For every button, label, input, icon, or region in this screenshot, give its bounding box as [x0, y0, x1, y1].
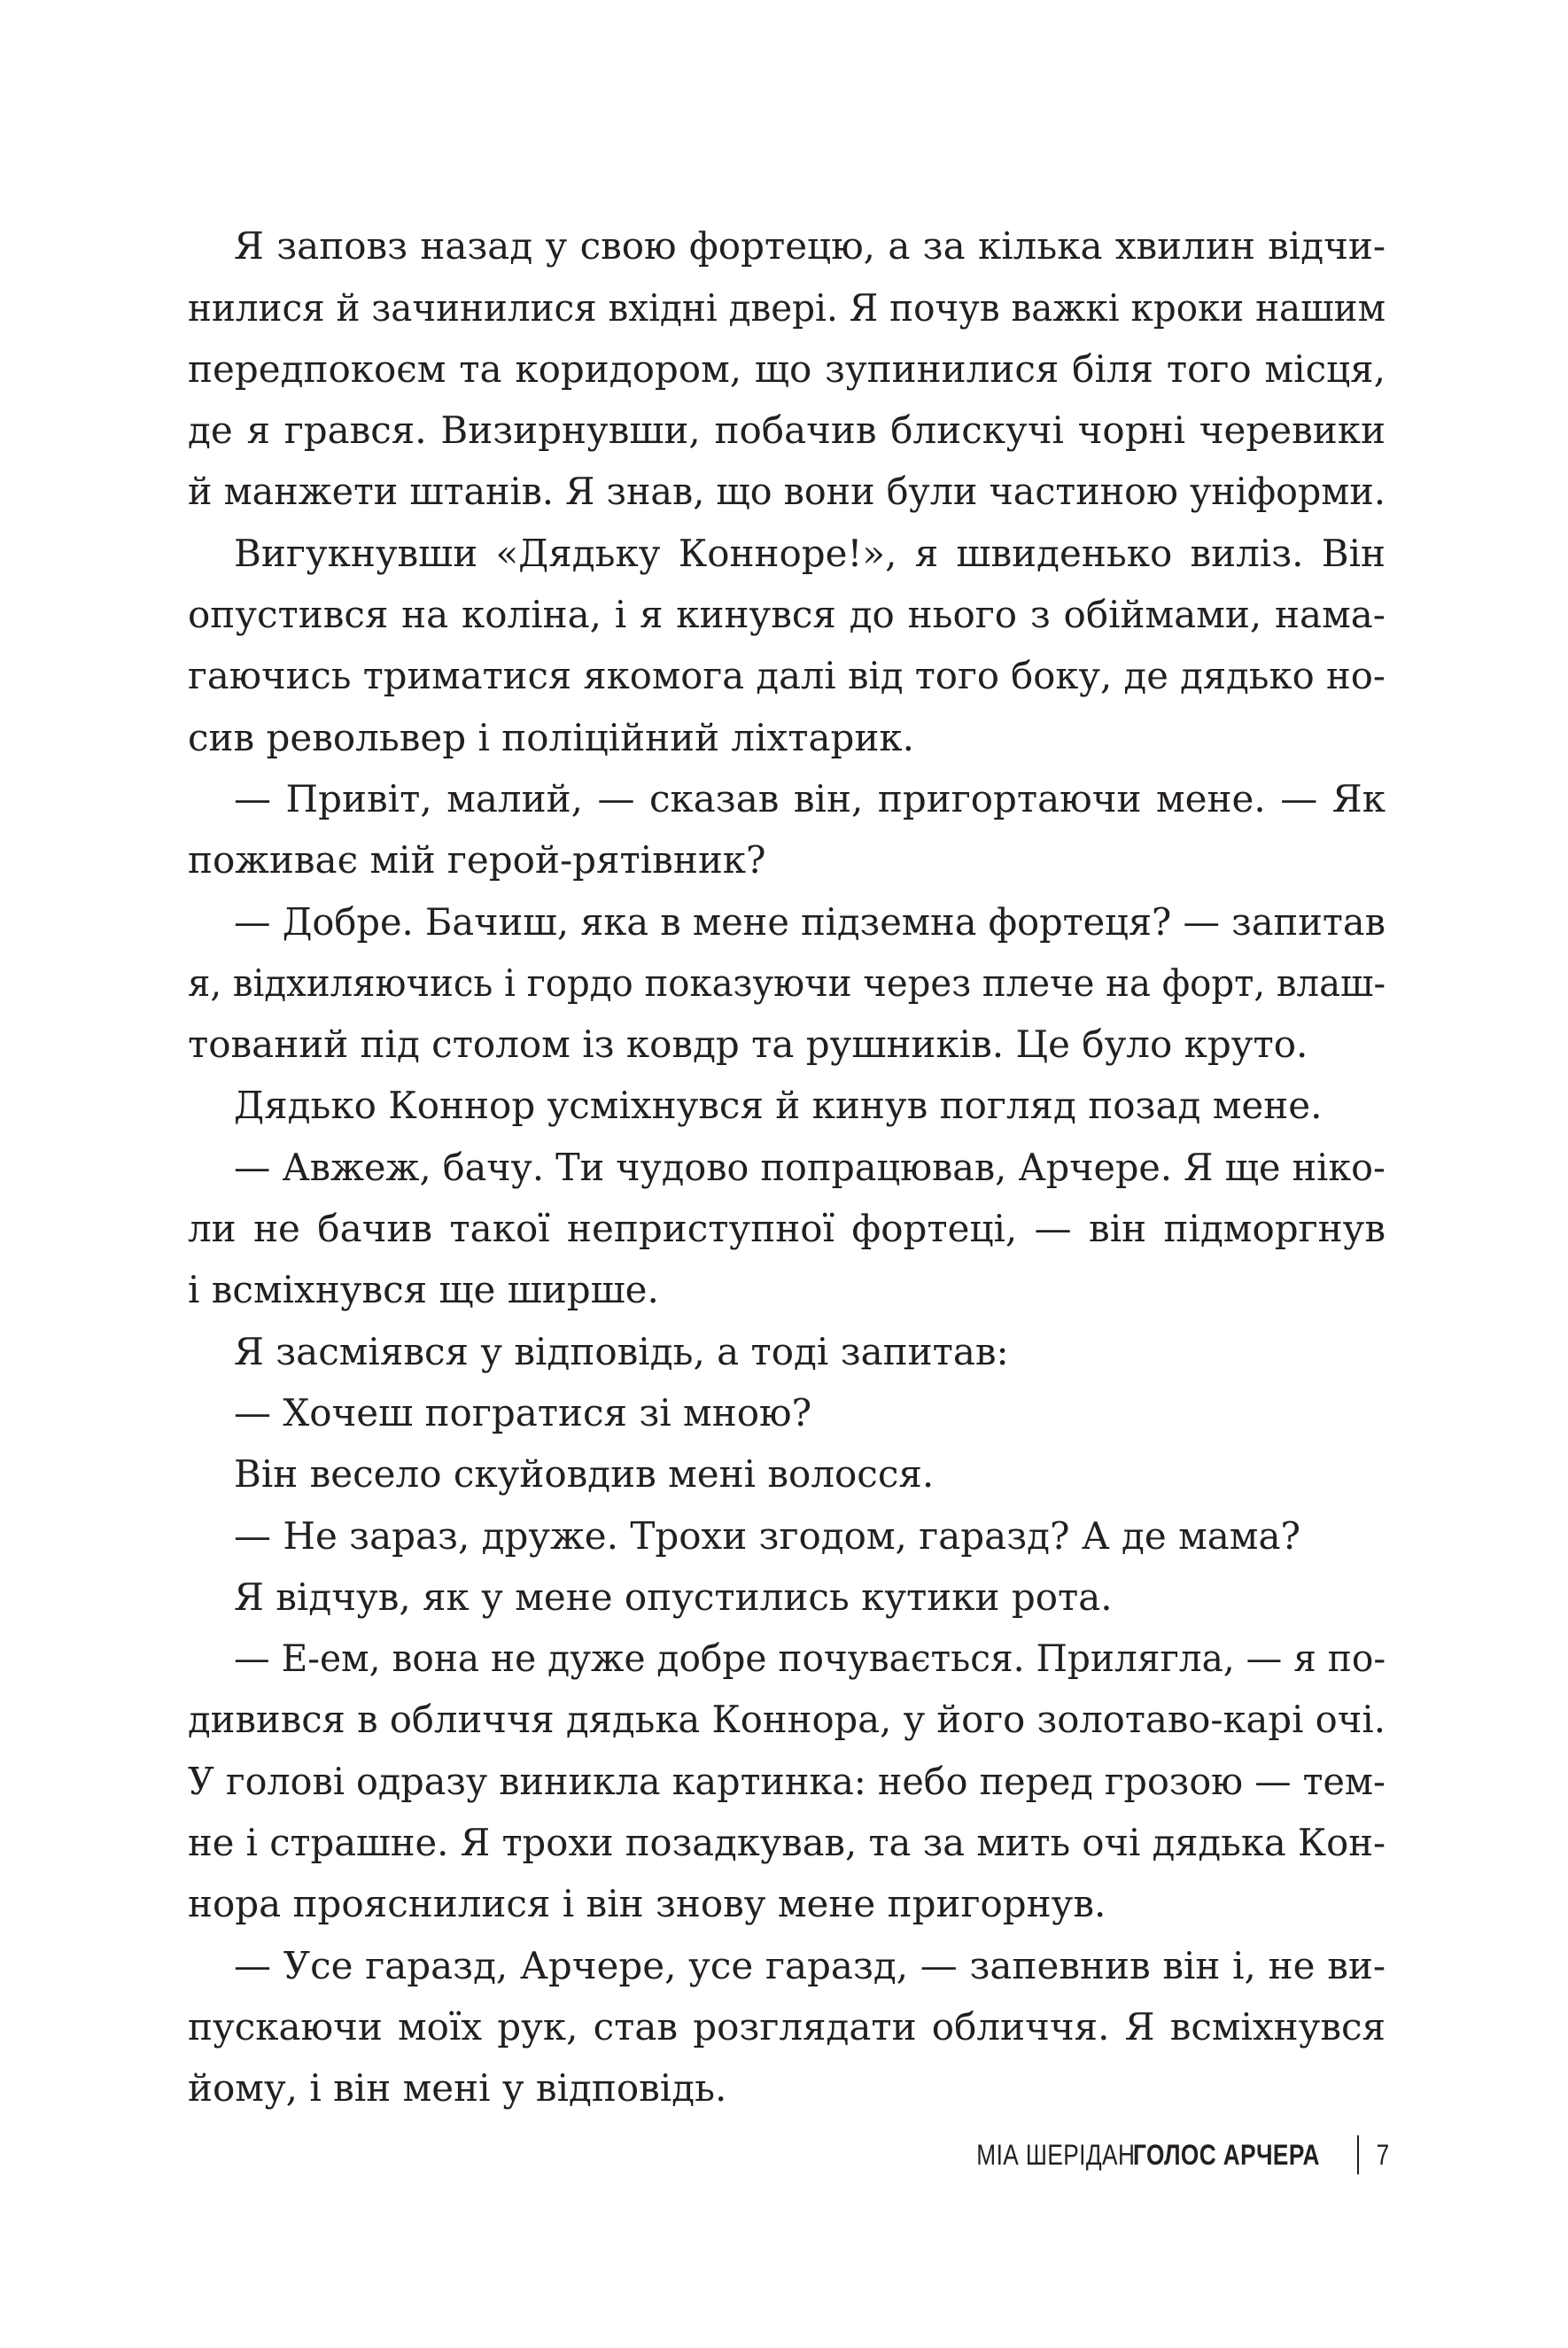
- running-footer: [942, 2135, 1391, 2174]
- text-line: [188, 1380, 1386, 1441]
- text-line: [188, 397, 1386, 458]
- text-line: [188, 1195, 1386, 1256]
- text-line-content: — Хочеш погратися зі мною?: [234, 1390, 812, 1434]
- text-line: [188, 1686, 1386, 1747]
- text-line-content: Я засміявся у відповідь, а тоді запитав:: [234, 1329, 1009, 1373]
- text-line-content: де я грався. Визирнувши, побачив блискучі чорні черевики: [188, 408, 1386, 453]
- text-line: [188, 766, 1386, 827]
- text-line: [188, 827, 1386, 888]
- text-line-content: Він весело скуйовдив мені волосся.: [234, 1452, 935, 1497]
- text-line: [188, 1256, 1386, 1318]
- text-line-content: Дядько Коннор усміхнувся й кинув погляд позад мене.: [234, 1084, 1323, 1128]
- text-line-content: дивився в обличчя дядька Коннора, у його золотаво-карі очі.: [188, 1698, 1386, 1742]
- page-number: 7: [1376, 2138, 1390, 2171]
- text-line: [188, 274, 1386, 335]
- text-line: [188, 1625, 1386, 1686]
- text-line: [188, 1072, 1386, 1133]
- text-line: [188, 213, 1386, 274]
- text-line: [188, 642, 1386, 704]
- text-line-content: пускаючи моїх рук, став розглядати обличчя. Я всміхнувся: [188, 2004, 1386, 2049]
- text-line-content: тований під столом із ковдр та рушників. Це було круто.: [188, 1022, 1308, 1067]
- text-line-content: й манжети штанів. Я знав, що вони були частиною уніформи.: [188, 470, 1386, 514]
- text-line: [188, 1564, 1386, 1625]
- text-line-content: — Привіт, малий, — сказав він, пригортаючи мене. — Як: [234, 776, 1386, 820]
- text-line: [188, 1932, 1386, 1993]
- text-line: [188, 1747, 1386, 1808]
- text-line-content: — Не зараз, друже. Трохи згодом, гаразд? А де мама?: [234, 1513, 1301, 1558]
- footer-divider: [1357, 2135, 1359, 2174]
- text-line: [188, 1318, 1386, 1379]
- text-line: [188, 2055, 1386, 2116]
- text-line: [188, 1994, 1386, 2055]
- text-line: [188, 519, 1386, 580]
- text-line-content: — Авжеж, бачу. Ти чудово попрацював, Арчере. Я ще ніко-: [234, 1145, 1386, 1189]
- text-line-content: не і страшне. Я трохи позадкував, та за мить очі дядька Кон-: [188, 1821, 1386, 1865]
- text-line-content: опустився на коліна, і я кинувся до нього з обіймами, нама-: [188, 593, 1386, 637]
- text-line: [188, 1133, 1386, 1194]
- text-line: [188, 1870, 1386, 1932]
- footer-author: МІА ШЕРІДАН: [976, 2138, 1136, 2171]
- body-text: [188, 213, 1386, 2116]
- text-line-content: гаючись триматися якомога далі від того боку, де дядько но-: [188, 654, 1386, 698]
- text-line: [188, 1809, 1386, 1870]
- text-line: [188, 458, 1386, 519]
- text-line: [188, 704, 1386, 765]
- text-line-content: нора прояснилися і він знову мене пригорнув.: [188, 1882, 1106, 1926]
- text-line: [188, 950, 1386, 1011]
- text-line-content: Я відчув, як у мене опустились кутики рота.: [234, 1574, 1113, 1619]
- text-line-content: я, відхиляючись і гордо показуючи через плече на форт, влаш-: [188, 960, 1386, 1005]
- text-line-content: поживає мій герой-рятівник?: [188, 838, 766, 882]
- text-line: [188, 1441, 1386, 1502]
- text-line-content: — Е-ем, вона не дуже добре почувається. Прилягла, — я по-: [234, 1637, 1386, 1681]
- text-line: [188, 888, 1386, 949]
- text-line: [188, 1011, 1386, 1072]
- text-line: [188, 1502, 1386, 1563]
- text-line-content: ли не бачив такої неприступної фортеці, — він підморгнув: [188, 1207, 1386, 1251]
- text-line-content: У голові одразу виникла картинка: небо перед грозою — тем-: [188, 1759, 1386, 1803]
- text-line-content: Вигукнувши «Дядьку Конноре!», я швиденько виліз. Він: [234, 531, 1386, 575]
- text-line-content: передпокоєм та коридором, що зупинилися біля того місця,: [188, 346, 1386, 391]
- text-line-content: — Усе гаразд, Арчере, усе гаразд, — запевнив він і, не ви-: [234, 1943, 1386, 1987]
- text-line-content: сив револьвер і поліційний ліхтарик.: [188, 715, 914, 759]
- text-line: [188, 581, 1386, 642]
- text-line-content: Я заповз назад у свою фортецю, а за кілька хвилин відчи-: [234, 224, 1386, 268]
- text-line-content: і всміхнувся ще ширше.: [188, 1268, 659, 1312]
- footer-book-title: ГОЛОС АРЧЕРА: [1133, 2138, 1320, 2171]
- text-line-content: нилися й зачинилися вхідні двері. Я почув важкі кроки нашим: [188, 285, 1386, 330]
- text-line: [188, 336, 1386, 397]
- text-line-content: йому, і він мені у відповідь.: [188, 2066, 727, 2111]
- text-line-content: — Добре. Бачиш, яка в мене підземна фортеця? — запитав: [234, 899, 1386, 944]
